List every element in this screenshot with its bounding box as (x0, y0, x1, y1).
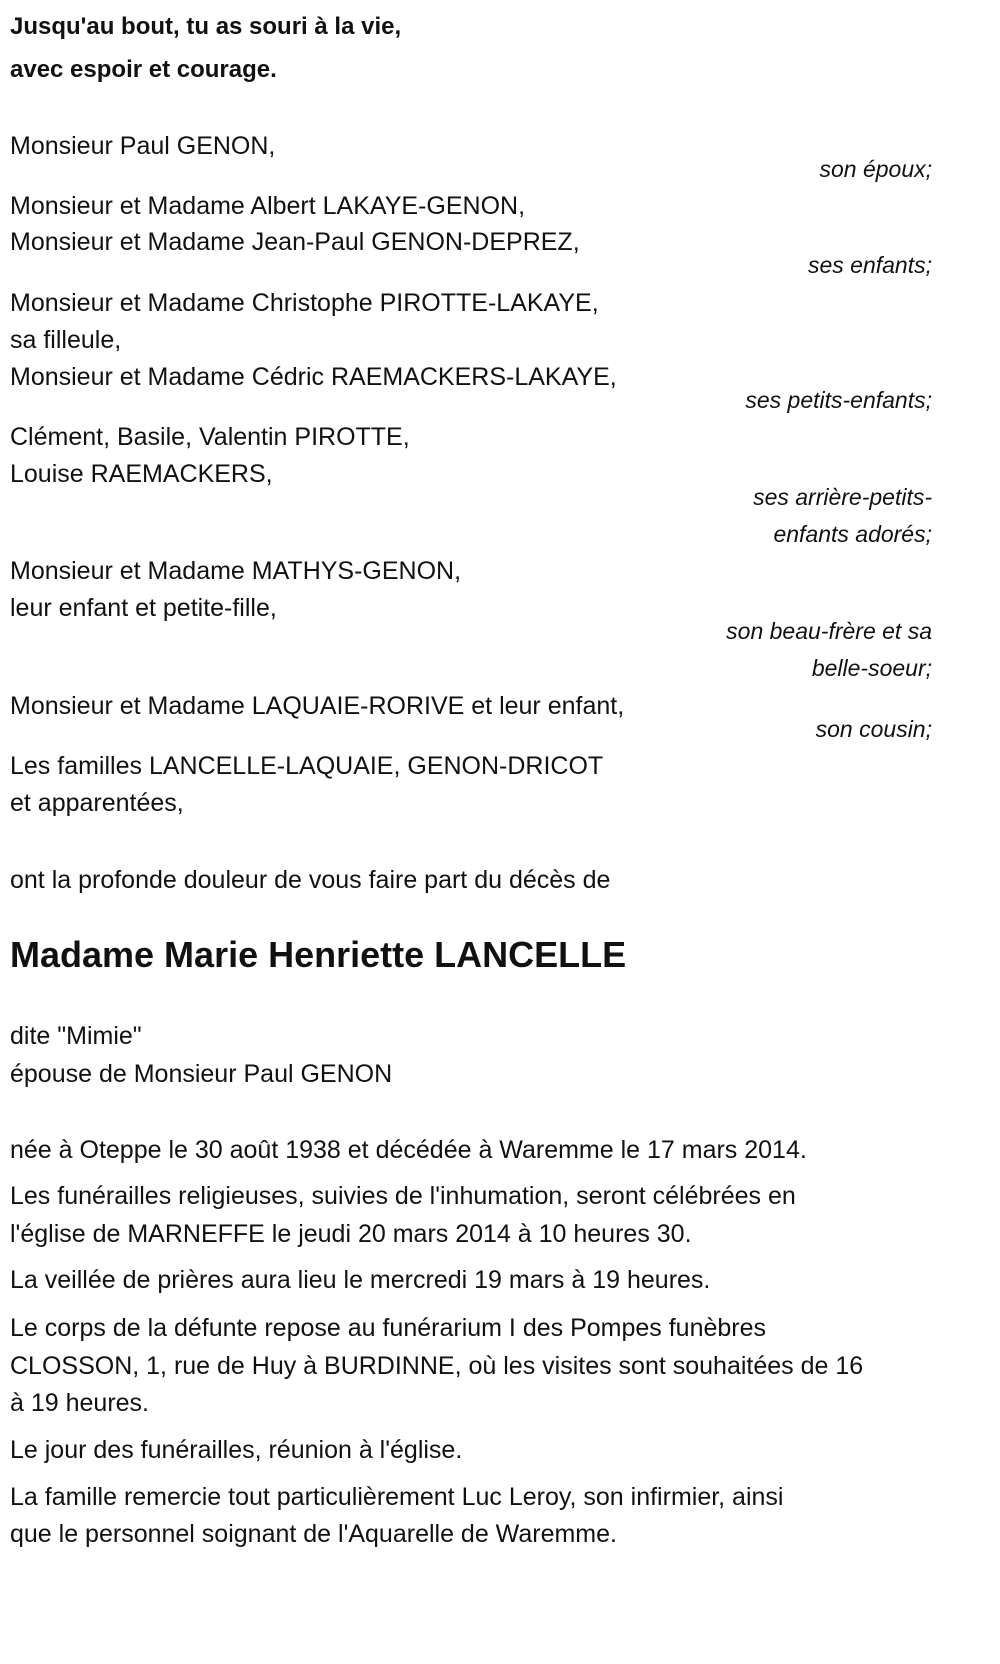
epigraph-line-2: avec espoir et courage. (10, 56, 277, 83)
family-relation: ses arrière-petits- (753, 484, 932, 510)
family-relation: ses petits-enfants; (745, 387, 932, 413)
vigil-info: La veillée de prières aura lieu le mercredi 19 mars à 19 heures. (10, 1266, 711, 1294)
epigraph-line-1: Jusqu'au bout, tu as souri à la vie, (10, 13, 402, 40)
thanks: que le personnel soignant de l'Aquarelle de Waremme. (10, 1520, 617, 1548)
funeral-info: l'église de MARNEFFE le jeudi 20 mars 2014 à 10 heures 30. (10, 1220, 692, 1248)
family-name: et apparentées, (10, 789, 184, 817)
family-name: Monsieur et Madame Albert LAKAYE-GENON, (10, 192, 526, 220)
family-name: Les familles LANCELLE-LAQUAIE, GENON-DRICOT (10, 752, 604, 780)
family-name: Louise RAEMACKERS, (10, 460, 273, 488)
family-name: Monsieur et Madame Jean-Paul GENON-DEPREZ, (10, 228, 580, 256)
spouse: épouse de Monsieur Paul GENON (10, 1060, 393, 1088)
family-relation: son cousin; (815, 716, 932, 742)
visit-info: à 19 heures. (10, 1389, 149, 1417)
family-relation: ses enfants; (807, 252, 932, 278)
visit-info: CLOSSON, 1, rue de Huy à BURDINNE, où les visites sont souhaitées de 16 (10, 1352, 864, 1380)
family-name: leur enfant et petite-fille, (10, 594, 277, 622)
family-name: Monsieur Paul GENON, (10, 132, 276, 160)
family-name: Monsieur et Madame MATHYS-GENON, (10, 557, 462, 585)
family-name: Monsieur et Madame Christophe PIROTTE-LAKAYE, (10, 289, 599, 317)
birth-death: née à Oteppe le 30 août 1938 et décédée à Waremme le 17 mars 2014. (10, 1136, 807, 1164)
deceased-name: Madame Marie Henriette LANCELLE (10, 934, 627, 975)
nickname: dite "Mimie" (10, 1022, 142, 1050)
family-name: sa filleule, (10, 326, 122, 354)
family-relation: son époux; (819, 156, 932, 182)
family-name: Clément, Basile, Valentin PIROTTE, (10, 423, 410, 451)
family-relation: enfants adorés; (773, 521, 932, 547)
family-relation: son beau-frère et sa (726, 618, 932, 644)
thanks: La famille remercie tout particulièrement Luc Leroy, son infirmier, ainsi (10, 1483, 784, 1511)
family-relation: belle-soeur; (811, 655, 932, 681)
meeting-info: Le jour des funérailles, réunion à l'église. (10, 1436, 463, 1464)
visit-info: Le corps de la défunte repose au funérarium I des Pompes funèbres (10, 1314, 767, 1342)
family-name: Monsieur et Madame LAQUAIE-RORIVE et leur enfant, (10, 692, 625, 720)
funeral-info: Les funérailles religieuses, suivies de l'inhumation, seront célébrées en (10, 1182, 796, 1210)
family-name: Monsieur et Madame Cédric RAEMACKERS-LAKAYE, (10, 363, 617, 391)
announcement: ont la profonde douleur de vous faire part du décès de (10, 866, 611, 894)
